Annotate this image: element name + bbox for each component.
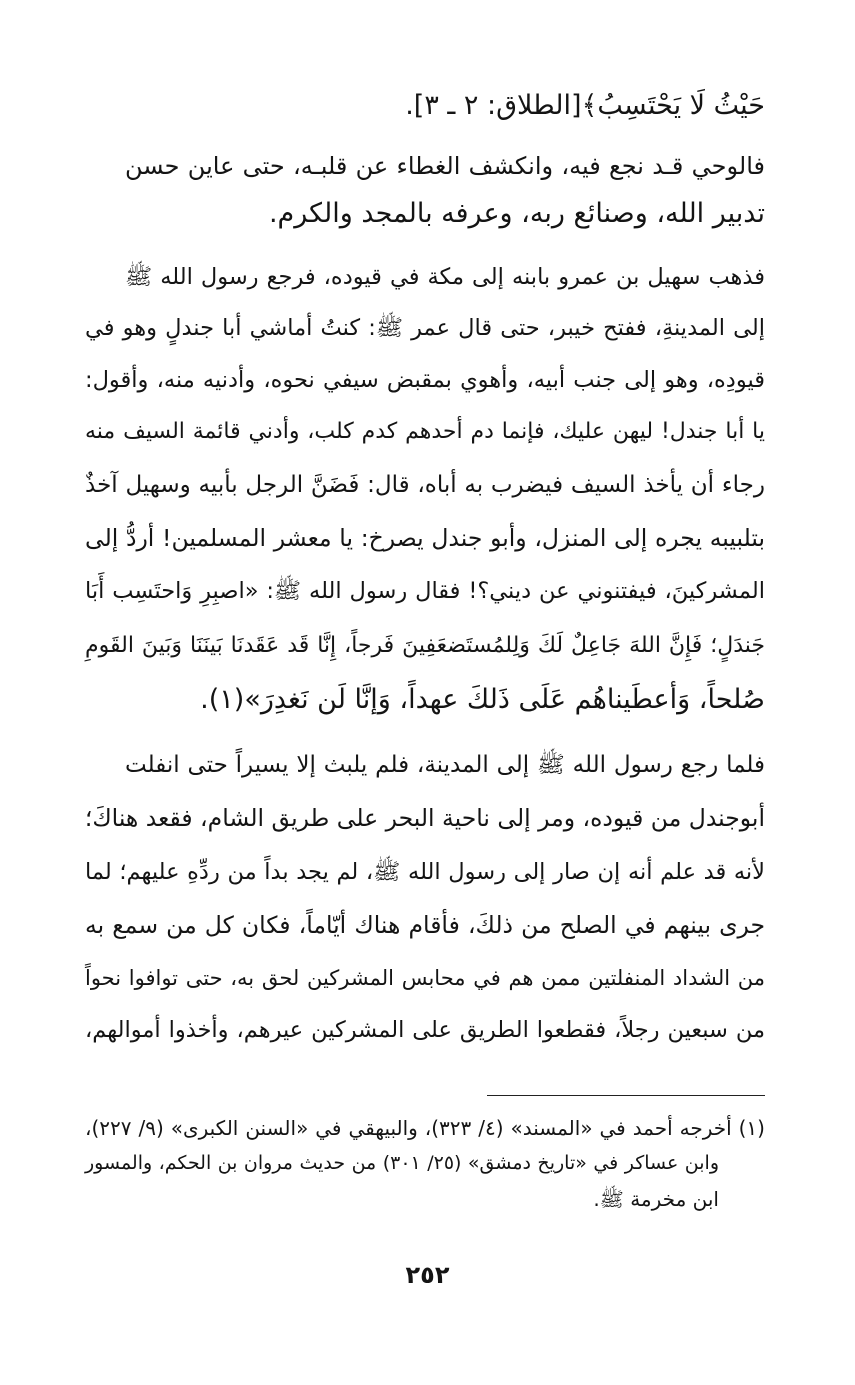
page-number: ٢٥٢ <box>405 1261 450 1289</box>
paragraph-2-line-7: المشركينَ، فيفتنوني عن ديني؟! فقال رسول الله ﷺ: «اصبِرِ وَاحتَسِب أَبَا <box>85 578 765 604</box>
footnote-1-line-1: (١) أخرجه أحمد في «المسند» (٤/ ٣٢٣)، والبيهقي في «السنن الكبرى» (٩/ ٢٢٧)، <box>85 1116 765 1140</box>
paragraph-3-line-2: أبوجندل من قيوده، ومر إلى ناحية البحر على طريق الشام، فقعد هناكَ؛ <box>84 804 765 832</box>
paragraph-2-line-9: صُلحاً، وَأعطَيناهُم عَلَى ذَلكَ عهداً، وَإنَّا لَن نَغدِرَ»(١). <box>200 684 765 715</box>
paragraph-3-line-1: فلما رجع رسول الله ﷺ إلى المدينة، فلم يلبث إلا يسيراً حتى انفلت <box>125 752 765 778</box>
footnote-1-line-2: وابن عساكر في «تاريخ دمشق» (٢٥/ ٣٠١) من حديث مروان بن الحكم، والمسور <box>85 1152 719 1174</box>
quran-verse-ending: حَيْثُ لَا يَحْتَسِبُ﴾[الطلاق: ٢ ـ ٣]. <box>405 90 765 121</box>
paragraph-2-line-4: يا أبا جندل! ليهن عليك، فإنما دم أحدهم كدم كلب، وأدني قائمة السيف منه <box>85 419 765 444</box>
paragraph-2-line-1: فذهب سهيل بن عمرو بابنه إلى مكة في قيوده، فرجع رسول الله ﷺ <box>125 264 765 290</box>
paragraph-2-line-6: بتلبيبه يجره إلى المنزل، وأبو جندل يصرخ: يا معشر المسلمين! أردُّ إلى <box>85 524 765 552</box>
paragraph-3-line-3: لأنه قد علم أنه إن صار إلى رسول الله ﷺ، لم يجد بداً من ردِّهِ عليهم؛ لما <box>85 859 765 885</box>
paragraph-1-line-1: فالوحي قـد نجع فيه، وانكشف الغطاء عن قلبـه، حتى عاين حسن <box>125 152 765 180</box>
paragraph-3-line-4: جرى بينهم في الصلح من ذلكَ، فأقام هناك أيّاماً، فكان كل من سمع به <box>85 911 765 939</box>
paragraph-2-line-8: جَندَلٍ؛ فَإِنَّ اللهَ جَاعِلٌ لَكَ وَلِلمُستَضعَفِينَ فَرجاً، إِنَّا قَد عَقَدنَا بَينَنَا وَبَينَ القَومِ <box>85 633 765 658</box>
paragraph-2-line-2: إلى المدينةِ، ففتح خيبر، حتى قال عمر ﷺ: كنتُ أماشي أبا جندلٍ وهو في <box>85 315 765 341</box>
paragraph-1-line-2: تدبير الله، وصنائع ربه، وعرفه بالمجد والكرم. <box>268 198 765 229</box>
footnote-separator <box>487 1095 765 1096</box>
footnote-1-line-3: ابن مخرمة ﷺ. <box>593 1187 719 1211</box>
paragraph-3-line-5: من الشداد المنفلتين ممن هم في محابس المشركين لحق به، حتى توافوا نحواً <box>85 966 765 990</box>
paragraph-2-line-3: قيودِه، وهو إلى جنب أبيه، وأهوي بمقبض سيفي نحوه، وأدنيه منه، وأقول: <box>85 367 765 393</box>
paragraph-3-line-6: من سبعين رجلاً، فقطعوا الطريق على المشركين عيرهم، وأخذوا أموالهم، <box>85 1017 765 1043</box>
paragraph-2-line-5: رجاء أن يأخذ السيف فيضرب به أباه، قال: فَضَنَّ الرجل بأبيه وسهيل آخذٌ <box>85 472 765 498</box>
